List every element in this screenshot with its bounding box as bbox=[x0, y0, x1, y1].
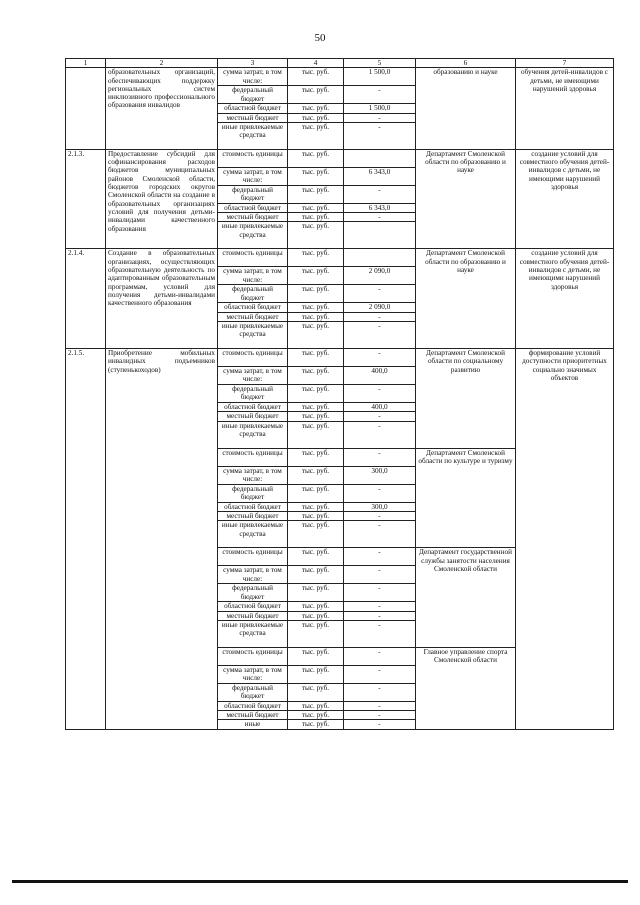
column-number: 6 bbox=[416, 59, 516, 68]
unit: тыс. руб. bbox=[288, 385, 344, 403]
executor: образованию и науке bbox=[416, 68, 516, 150]
table-row bbox=[66, 349, 614, 367]
cost-label: местный бюджет bbox=[218, 113, 288, 122]
unit: тыс. руб. bbox=[288, 285, 344, 303]
amount: - bbox=[344, 511, 416, 520]
amount: - bbox=[344, 421, 416, 448]
cost-label: стоимость единицы bbox=[218, 249, 288, 267]
amount: - bbox=[344, 611, 416, 620]
unit: тыс. руб. bbox=[288, 203, 344, 212]
amount: - bbox=[344, 385, 416, 403]
cost-label: стоимость единицы bbox=[218, 647, 288, 665]
unit: тыс. руб. bbox=[288, 566, 344, 584]
amount: - bbox=[344, 711, 416, 720]
amount: 300,0 bbox=[344, 466, 416, 484]
cost-label: сумма затрат, в том числе: bbox=[218, 367, 288, 385]
bottom-rule bbox=[12, 880, 628, 883]
unit: тыс. руб. bbox=[288, 602, 344, 611]
unit: тыс. руб. bbox=[288, 584, 344, 602]
unit: тыс. руб. bbox=[288, 68, 344, 86]
unit: тыс. руб. bbox=[288, 665, 344, 683]
amount: - bbox=[344, 322, 416, 349]
amount: - bbox=[344, 620, 416, 647]
amount: 300,0 bbox=[344, 502, 416, 511]
cost-label: иные привлекаемые средства bbox=[218, 322, 288, 349]
cost-label: сумма затрат, в том числе: bbox=[218, 665, 288, 683]
amount: - bbox=[344, 185, 416, 203]
amount: 6 343,0 bbox=[344, 167, 416, 185]
amount: - bbox=[344, 584, 416, 602]
column-number: 7 bbox=[516, 59, 614, 68]
unit: тыс. руб. bbox=[288, 222, 344, 249]
unit: тыс. руб. bbox=[288, 502, 344, 511]
unit: тыс. руб. bbox=[288, 403, 344, 412]
unit: тыс. руб. bbox=[288, 448, 344, 466]
table-row bbox=[66, 249, 614, 267]
amount: - bbox=[344, 113, 416, 122]
amount: 2 090,0 bbox=[344, 267, 416, 285]
executor: Департамент Смоленской области по культуре и туризму bbox=[416, 448, 516, 548]
item-description: образовательных организаций, обеспечивающих поддержку региональных систем инклюзивного профессионального образования инвалидов bbox=[106, 68, 218, 150]
unit: тыс. руб. bbox=[288, 683, 344, 701]
column-number: 3 bbox=[218, 59, 288, 68]
cost-label: сумма затрат, в том числе: bbox=[218, 167, 288, 185]
amount: - bbox=[344, 312, 416, 321]
executor: Департамент Смоленской области по образованию и науке bbox=[416, 249, 516, 349]
unit: тыс. руб. bbox=[288, 484, 344, 502]
cost-label: федеральный бюджет bbox=[218, 385, 288, 403]
amount: - bbox=[344, 720, 416, 729]
amount: 400,0 bbox=[344, 403, 416, 412]
unit: тыс. руб. bbox=[288, 701, 344, 710]
cost-label: иные привлекаемые средства bbox=[218, 421, 288, 448]
unit: тыс. руб. bbox=[288, 213, 344, 222]
cost-label: местный бюджет bbox=[218, 511, 288, 520]
cost-label: областной бюджет bbox=[218, 602, 288, 611]
amount: - bbox=[344, 122, 416, 149]
amount: - bbox=[344, 701, 416, 710]
unit: тыс. руб. bbox=[288, 647, 344, 665]
expected-result: обучения детей-инвалидов с детьми, не имеющими нарушений здоровья bbox=[516, 68, 614, 150]
unit: тыс. руб. bbox=[288, 267, 344, 285]
cost-label: областной бюджет bbox=[218, 502, 288, 511]
cost-label: сумма затрат, в том числе: bbox=[218, 267, 288, 285]
item-number: 2.1.3. bbox=[66, 149, 106, 249]
column-numbers-row bbox=[66, 59, 614, 68]
cost-label: стоимость единицы bbox=[218, 448, 288, 466]
table-row bbox=[66, 149, 614, 167]
amount bbox=[344, 249, 416, 267]
amount: - bbox=[344, 602, 416, 611]
cost-label: федеральный бюджет bbox=[218, 86, 288, 104]
column-number: 2 bbox=[106, 59, 218, 68]
unit: тыс. руб. bbox=[288, 122, 344, 149]
page-number: 50 bbox=[314, 32, 326, 44]
cost-label: областной бюджет bbox=[218, 203, 288, 212]
executor: Департамент государственной службы занятости населения Смоленской области bbox=[416, 548, 516, 648]
unit: тыс. руб. bbox=[288, 421, 344, 448]
unit: тыс. руб. bbox=[288, 303, 344, 312]
unit: тыс. руб. bbox=[288, 611, 344, 620]
cost-label: сумма затрат, в том числе: bbox=[218, 466, 288, 484]
amount: - bbox=[344, 521, 416, 548]
unit: тыс. руб. bbox=[288, 466, 344, 484]
amount: - bbox=[344, 484, 416, 502]
unit: тыс. руб. bbox=[288, 149, 344, 167]
cost-label: стоимость единицы bbox=[218, 548, 288, 566]
cost-label: федеральный бюджет bbox=[218, 185, 288, 203]
amount bbox=[344, 222, 416, 249]
expected-result: формирование условий доступности приоритетных социально значимых объектов bbox=[516, 349, 614, 730]
unit: тыс. руб. bbox=[288, 104, 344, 113]
cost-label: областной бюджет bbox=[218, 303, 288, 312]
unit: тыс. руб. bbox=[288, 620, 344, 647]
cost-label: местный бюджет bbox=[218, 213, 288, 222]
amount: - bbox=[344, 412, 416, 421]
unit: тыс. руб. bbox=[288, 167, 344, 185]
cost-label: федеральный бюджет bbox=[218, 683, 288, 701]
cost-label: федеральный бюджет bbox=[218, 584, 288, 602]
cost-label: областной бюджет bbox=[218, 701, 288, 710]
cost-label: федеральный бюджет bbox=[218, 285, 288, 303]
expected-result: создание условий для совместного обучения детей-инвалидов с детьми, не имеющими нарушений здоровья bbox=[516, 149, 614, 249]
item-number: 2.1.5. bbox=[66, 349, 106, 730]
item-number bbox=[66, 68, 106, 150]
amount: 2 090,0 bbox=[344, 303, 416, 312]
amount: 1 500,0 bbox=[344, 68, 416, 86]
cost-label: местный бюджет bbox=[218, 412, 288, 421]
amount bbox=[344, 149, 416, 167]
unit: тыс. руб. bbox=[288, 322, 344, 349]
cost-label: иные привлекаемые средства bbox=[218, 222, 288, 249]
table-row bbox=[66, 68, 614, 86]
cost-label: местный бюджет bbox=[218, 611, 288, 620]
unit: тыс. руб. bbox=[288, 367, 344, 385]
unit: тыс. руб. bbox=[288, 711, 344, 720]
cost-label: стоимость единицы bbox=[218, 349, 288, 367]
amount: - bbox=[344, 285, 416, 303]
amount: 400,0 bbox=[344, 367, 416, 385]
column-number: 4 bbox=[288, 59, 344, 68]
unit: тыс. руб. bbox=[288, 86, 344, 104]
item-description: Создание в образовательных организациях, осуществляющих образовательную деятельность по адаптированным образовательным программам, условий для получения детьми-инвалидами качественного образования bbox=[106, 249, 218, 349]
executor: Департамент Смоленской области по образованию и науке bbox=[416, 149, 516, 249]
cost-label: иные привлекаемые средства bbox=[218, 521, 288, 548]
unit: тыс. руб. bbox=[288, 548, 344, 566]
amount: 6 343,0 bbox=[344, 203, 416, 212]
unit: тыс. руб. bbox=[288, 312, 344, 321]
cost-label: местный бюджет bbox=[218, 711, 288, 720]
cost-label: сумма затрат, в том числе: bbox=[218, 68, 288, 86]
amount: - bbox=[344, 448, 416, 466]
unit: тыс. руб. bbox=[288, 349, 344, 367]
amount: - bbox=[344, 566, 416, 584]
cost-label: областной бюджет bbox=[218, 403, 288, 412]
column-number: 1 bbox=[66, 59, 106, 68]
amount: - bbox=[344, 86, 416, 104]
item-description: Предоставление субсидий для софинансирования расходов бюджетов муниципальных районов Смоленской области, бюджетов городских округов Смоленской области на создание в образовательных организациях условий для получения детьми-инвалидами качественного образования bbox=[106, 149, 218, 249]
cost-label: иные привлекаемые средства bbox=[218, 122, 288, 149]
amount: - bbox=[344, 665, 416, 683]
amount: 1 500,0 bbox=[344, 104, 416, 113]
item-description: Приобретение мобильных инвалидных подъемников (ступенькоходов) bbox=[106, 349, 218, 730]
amount: - bbox=[344, 683, 416, 701]
unit: тыс. руб. bbox=[288, 412, 344, 421]
expected-result: создание условий для совместного обучения детей-инвалидов с детьми, не имеющими нарушений здоровья bbox=[516, 249, 614, 349]
unit: тыс. руб. bbox=[288, 249, 344, 267]
unit: тыс. руб. bbox=[288, 113, 344, 122]
amount: - bbox=[344, 349, 416, 367]
column-number: 5 bbox=[344, 59, 416, 68]
cost-label: иные bbox=[218, 720, 288, 729]
unit: тыс. руб. bbox=[288, 521, 344, 548]
measures-table bbox=[65, 58, 614, 730]
cost-label: стоимость единицы bbox=[218, 149, 288, 167]
amount: - bbox=[344, 213, 416, 222]
executor: Департамент Смоленской области по социальному развитию bbox=[416, 349, 516, 449]
cost-label: сумма затрат, в том числе: bbox=[218, 566, 288, 584]
unit: тыс. руб. bbox=[288, 720, 344, 729]
amount: - bbox=[344, 548, 416, 566]
amount: - bbox=[344, 647, 416, 665]
executor: Главное управление спорта Смоленской области bbox=[416, 647, 516, 729]
unit: тыс. руб. bbox=[288, 511, 344, 520]
cost-label: местный бюджет bbox=[218, 312, 288, 321]
unit: тыс. руб. bbox=[288, 185, 344, 203]
cost-label: федеральный бюджет bbox=[218, 484, 288, 502]
cost-label: областной бюджет bbox=[218, 104, 288, 113]
item-number: 2.1.4. bbox=[66, 249, 106, 349]
cost-label: иные привлекаемые средства bbox=[218, 620, 288, 647]
